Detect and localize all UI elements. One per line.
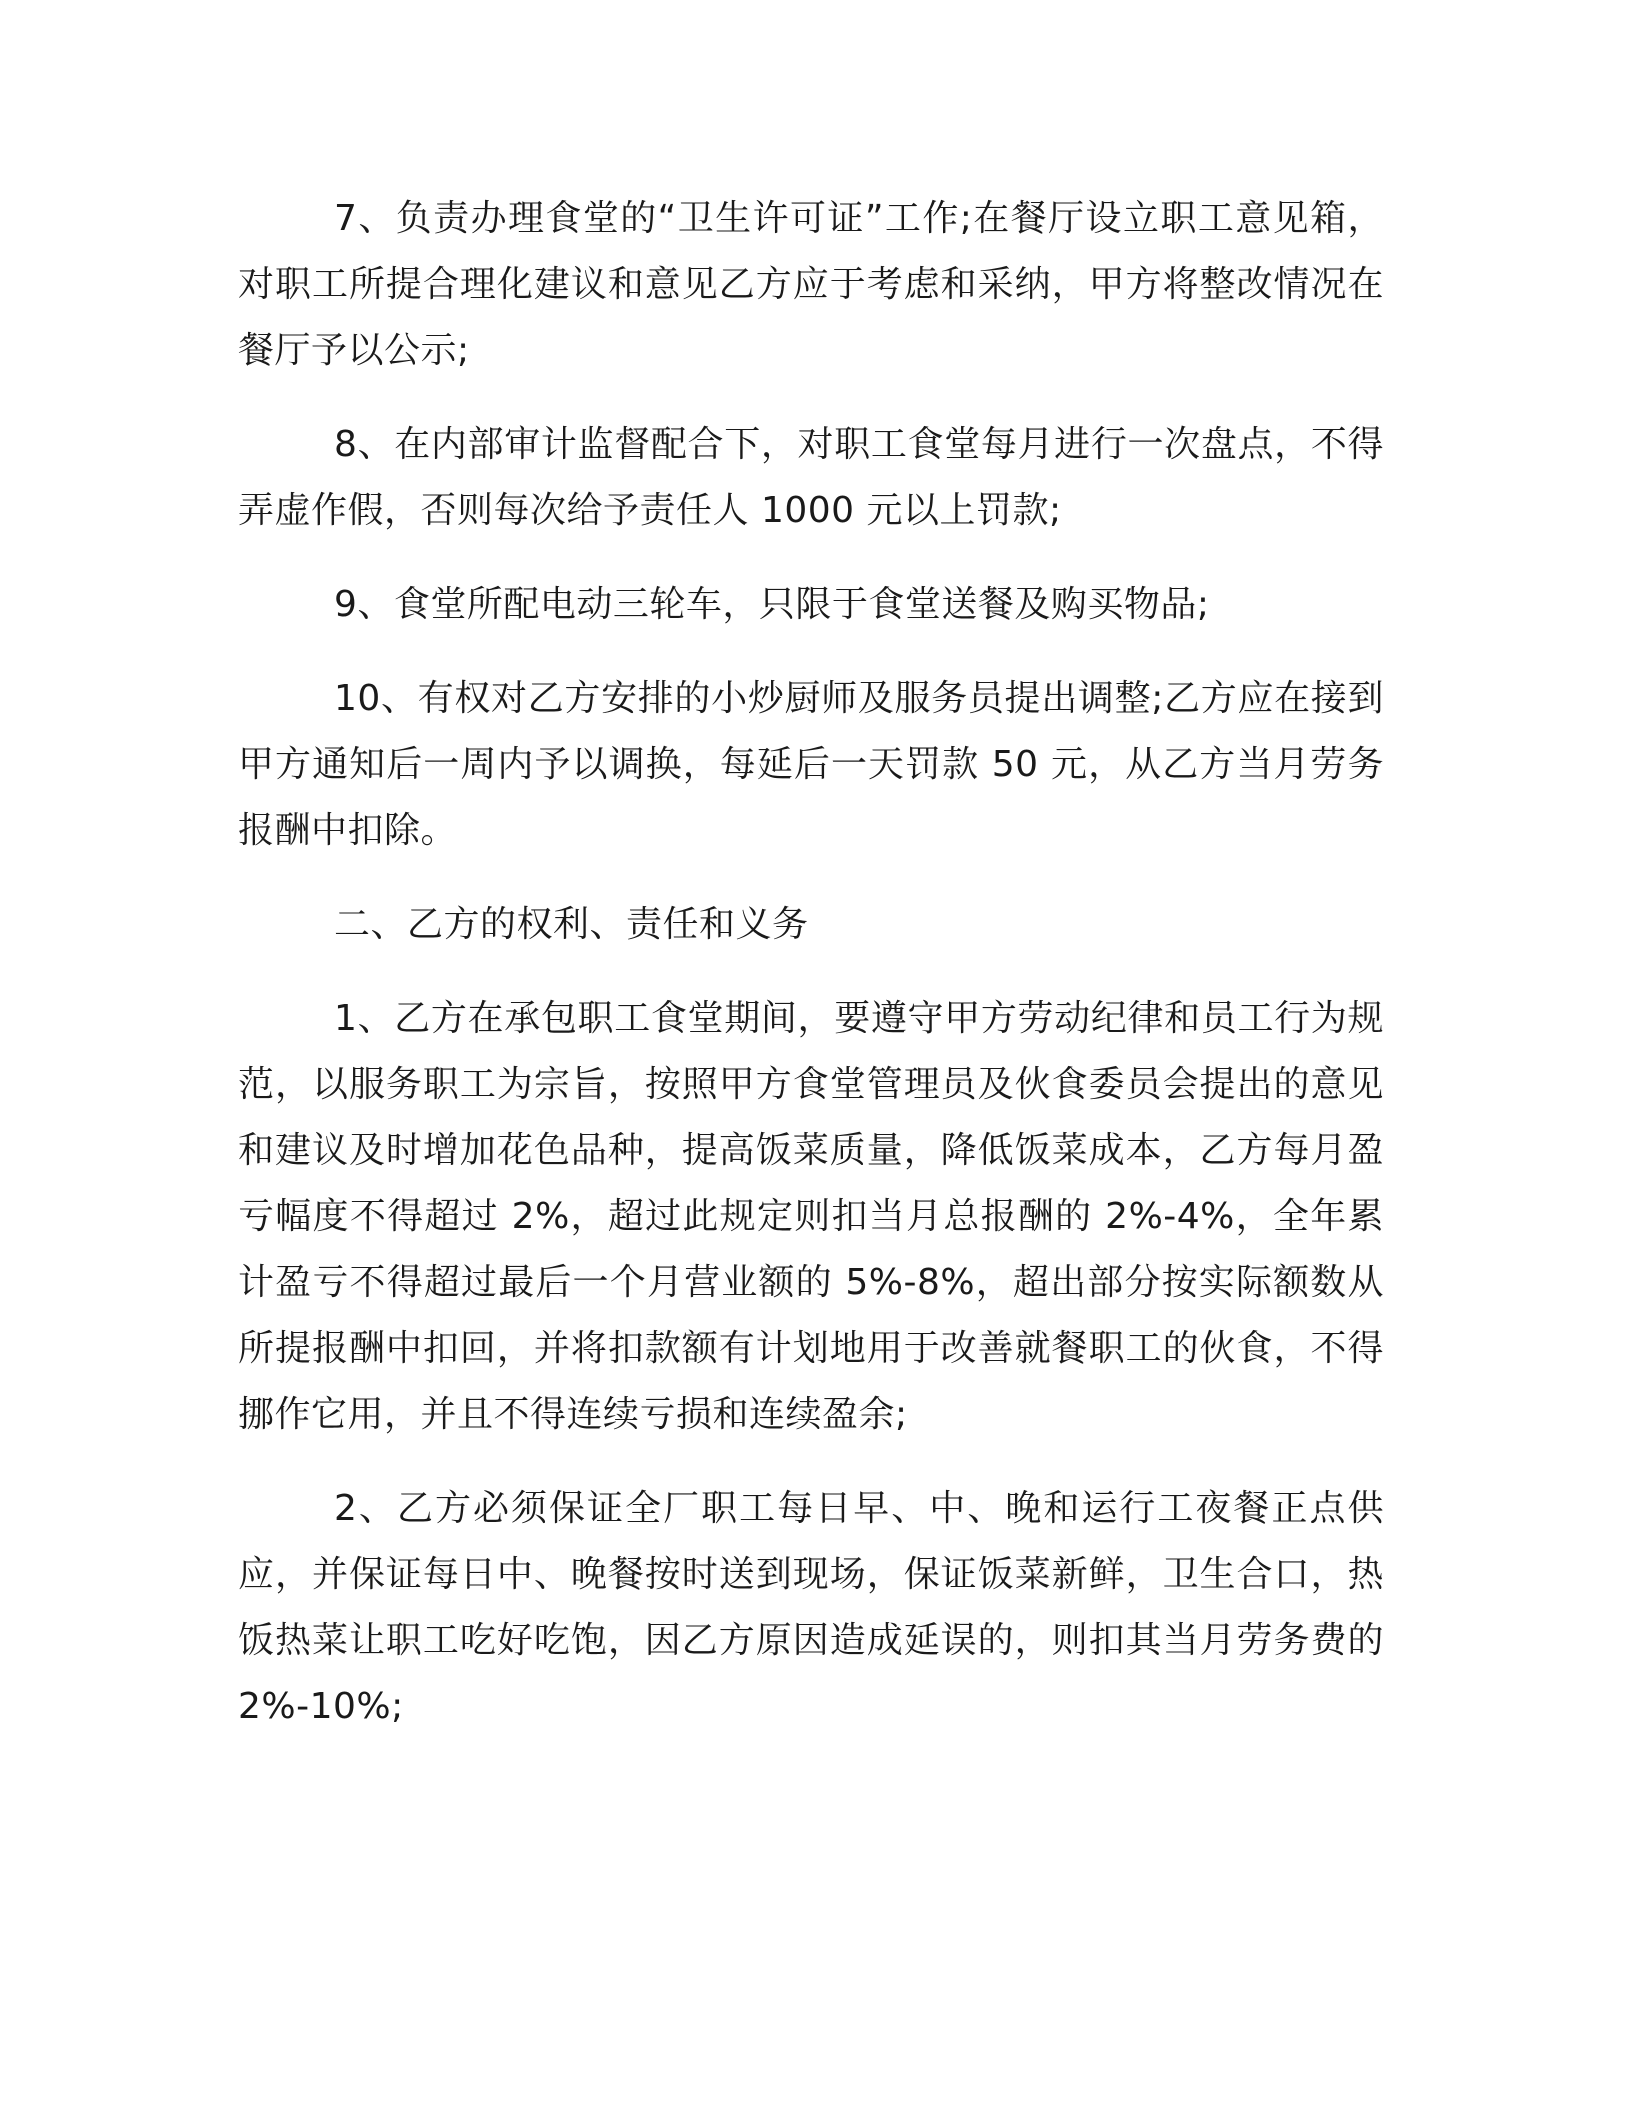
clause-10: 10、有权对乙方安排的小炒厨师及服务员提出调整;乙方应在接到甲方通知后一周内予以调换，每延后一天罚款 50 元，从乙方当月劳务报酬中扣除。 [238, 678, 1384, 851]
section-heading-party-b: 二、乙方的权利、责任和义务 [334, 904, 809, 945]
clause-9: 9、食堂所配电动三轮车，只限于食堂送餐及购买物品; [334, 584, 1210, 625]
clause-7: 7、负责办理食堂的“卫生许可证”工作;在餐厅设立职工意见箱，对职工所提合理化建议和意见乙方应于考虑和采纳，甲方将整改情况在餐厅予以公示; [238, 198, 1384, 371]
party-b-clause-1: 1、乙方在承包职工食堂期间，要遵守甲方劳动纪律和员工行为规范，以服务职工为宗旨，按照甲方食堂管理员及伙食委员会提出的意见和建议及时增加花色品种，提高饭菜质量，降低饭菜成本，乙方每月盈亏幅度不得超过 2%，超过此规定则扣当月总报酬的 2%-4%，全年累计盈亏不得超过最后一个月营业额的 5%-8%，超出部分按实际额数从所提报酬中扣回，并将扣款额有计划地用于改善就餐职工的伙食，不得挪作它用，并且不得连续亏损和连续盈余; [238, 998, 1384, 1435]
document-body [238, 186, 1384, 1768]
party-b-clause-2: 2、乙方必须保证全厂职工每日早、中、晚和运行工夜餐正点供应，并保证每日中、晚餐按时送到现场，保证饭菜新鲜，卫生合口，热饭热菜让职工吃好吃饱，因乙方原因造成延误的，则扣其当月劳务费的 2%-10%; [238, 1488, 1384, 1727]
clause-8: 8、在内部审计监督配合下，对职工食堂每月进行一次盘点，不得弄虚作假，否则每次给予责任人 1000 元以上罚款; [238, 424, 1384, 531]
